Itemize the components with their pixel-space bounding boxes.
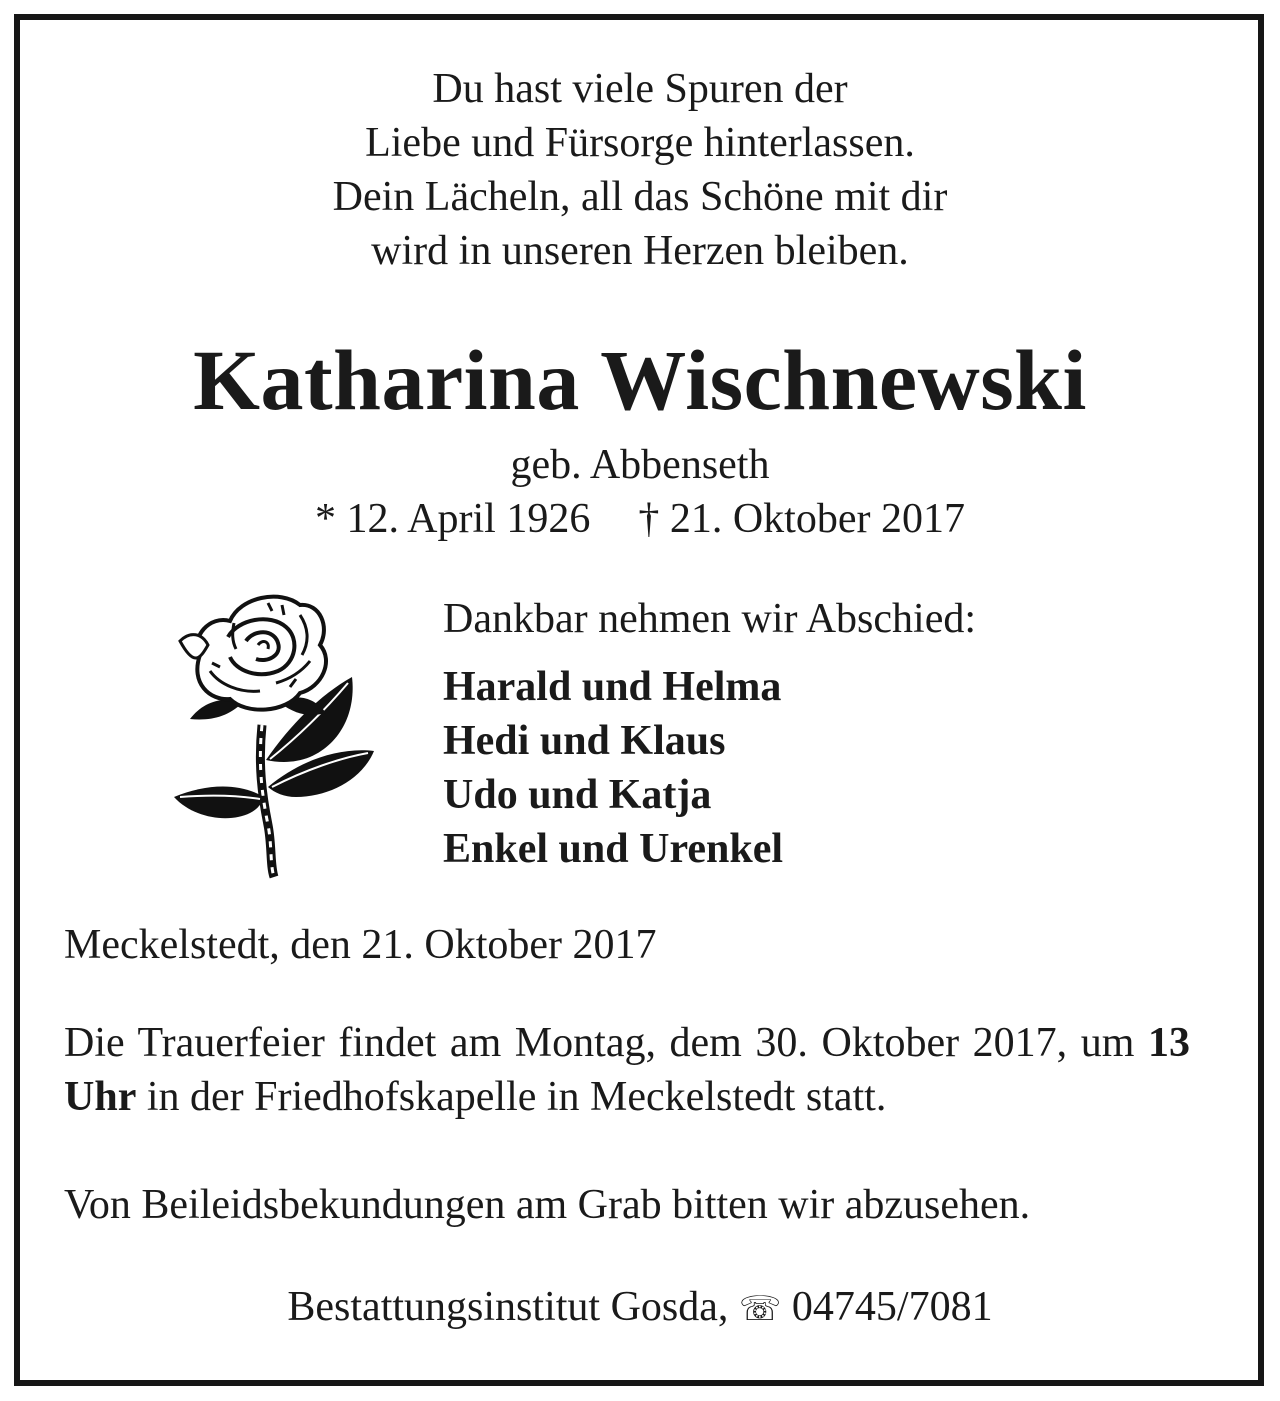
- phone-number: 04745/7081: [791, 1284, 993, 1330]
- place-date: Meckelstedt, den 21. Oktober 2017: [64, 922, 657, 968]
- service-announcement: [64, 1016, 1190, 1124]
- mourner: Udo und Katja: [443, 772, 712, 818]
- undertaker-line: [0, 1280, 1280, 1336]
- condolence-note: Von Beileidsbekundungen am Grab bitten wir abzusehen.: [64, 1182, 1031, 1228]
- deceased-name: Katharina Wischnewski: [193, 332, 1087, 428]
- undertaker-name: Bestattungsinstitut Gosda,: [287, 1284, 729, 1330]
- death-date: † 21. Oktober 2017: [638, 496, 965, 542]
- mourners-list: [443, 660, 783, 876]
- mourner: Hedi und Klaus: [443, 718, 726, 764]
- phone-icon: ☏: [738, 1289, 782, 1329]
- poem-line: Liebe und Fürsorge hinterlassen.: [365, 120, 915, 166]
- service-text: Die Trauerfeier findet am Montag, dem 30. Oktober 2017, um: [64, 1020, 1135, 1066]
- life-dates: [0, 492, 1280, 546]
- service-time: 13 Uhr: [64, 1020, 1191, 1120]
- mourner: Enkel und Urenkel: [443, 826, 783, 872]
- thanks-line: Dankbar nehmen wir Abschied:: [443, 596, 977, 642]
- poem-line: Dein Lächeln, all das Schöne mit dir: [332, 174, 948, 220]
- rose-icon: [150, 575, 390, 885]
- poem-line: Du hast viele Spuren der: [432, 66, 848, 112]
- poem: [0, 62, 1280, 278]
- mourner: Harald und Helma: [443, 664, 782, 710]
- birth-name: geb. Abbenseth: [510, 442, 770, 488]
- birth-date: * 12. April 1926: [315, 496, 591, 542]
- service-text: in der Friedhofskapelle in Meckelstedt statt.: [146, 1074, 887, 1120]
- poem-line: wird in unseren Herzen bleiben.: [371, 228, 909, 274]
